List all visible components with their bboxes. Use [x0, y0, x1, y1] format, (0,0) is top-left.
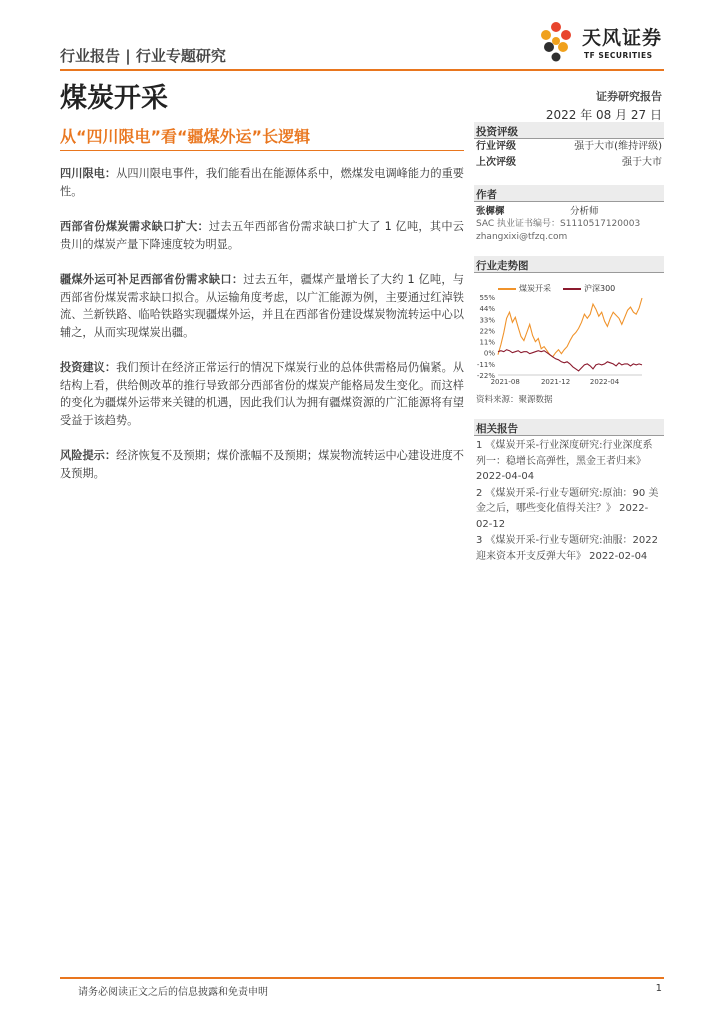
paragraph-text: 我们预计在经济正常运行的情况下煤炭行业的总体供需格局仍偏紧。从结构上看，供给侧改革的推行导致部分西部省份的煤炭产能格局发生变化。而这样的变化为疆煤外运带来关键的机遇，因此我们认为拥有疆煤资源的广汇能源将有望受益于该趋势。 [60, 361, 464, 427]
analyst-name: 张樨樨 [476, 206, 505, 217]
related-section-title: 相关报告 [474, 419, 664, 436]
y-tick-label: 55% [479, 294, 495, 302]
industry-trend-chart [474, 277, 664, 389]
y-tick-label: 22% [479, 327, 495, 336]
last-rating-row [474, 155, 664, 171]
legend-item [498, 283, 551, 294]
report-category: 行业报告 | 行业专题研究 [60, 47, 226, 65]
page-number: 1 [655, 983, 662, 994]
report-body [60, 165, 464, 500]
header-divider [60, 69, 664, 71]
paragraph-investment [60, 359, 464, 429]
subtitle-divider [60, 150, 464, 151]
footer-divider [60, 977, 664, 979]
paragraph-lead: 疆煤外运可补足西部省份需求缺口： [60, 273, 244, 286]
x-tick-label: 2022-04 [589, 378, 620, 386]
paragraph-risk [60, 447, 464, 482]
paragraph-sichuan [60, 165, 464, 200]
industry-rating-row [474, 139, 664, 155]
analyst-role: 分析师 [570, 206, 599, 217]
related-report-item[interactable]: 1 《煤炭开采-行业深度研究:行业深度系列一：稳增长高弹性，黑金王者归来》 2022-04-04 [476, 440, 653, 482]
y-tick-label: -22% [476, 372, 495, 380]
paragraph-lead: 风险提示： [60, 449, 117, 462]
series-line-coal [498, 298, 642, 357]
paragraph-text: 过去五年西部省份需求缺口扩大了 1 亿吨，其中云贵川的煤炭产量下降速度较为明显。 [60, 220, 464, 251]
last-rating-label: 上次评级 [476, 157, 516, 168]
chart-source: 资料来源：聚源数据 [476, 395, 553, 405]
series-line-hs300 [498, 350, 642, 371]
tf-securities-logo [532, 17, 672, 67]
report-subtitle: 从“四川限电”看“疆煤外运”长逻辑 [60, 127, 311, 146]
logo-chinese-name: 天风证券 [582, 27, 663, 49]
related-report-item[interactable]: 2 《煤炭开采-行业专题研究:原油：90 美金之后，哪些变化值得关注？》 2022-02-12 [476, 487, 659, 530]
y-tick-label: 11% [479, 338, 495, 347]
logo-english-name: TF SECURITIES [584, 51, 653, 60]
industry-rating-label: 行业评级 [476, 141, 516, 152]
page-title: 煤炭开采 [60, 83, 168, 114]
y-tick-label: -11% [476, 360, 495, 369]
x-tick-label: 2021-12 [540, 378, 571, 386]
trend-section-title: 行业走势图 [474, 256, 664, 273]
analyst-certificate: SAC 执业证书编号：S1110517120003 [476, 219, 641, 229]
flower-logo-icon [532, 17, 580, 65]
analyst-email[interactable]: zhangxixi@tfzq.com [476, 232, 568, 242]
y-tick-label: 0% [483, 349, 495, 358]
y-tick-label: 33% [479, 316, 495, 325]
paragraph-xinjiang-coal [60, 271, 464, 341]
paragraph-lead: 四川限电： [60, 167, 117, 180]
paragraph-text: 经济恢复不及预期；煤价涨幅不及预期；煤炭物流转运中心建设进度不及预期。 [60, 449, 464, 480]
sidebar [474, 122, 664, 565]
paragraph-demand-gap [60, 218, 464, 253]
related-reports-list [474, 436, 664, 564]
paragraph-text: 过去五年，疆煤产量增长了大约 1 亿吨，与西部省份煤炭需求缺口拟合。从运输角度考虑，以广汇能源为例，主要通过红淖铁流、兰新铁路、临哈铁路实现疆煤外运，并且在西部省份建设煤炭物流转运中心以辅之，从而实现煤炭出疆。 [60, 273, 464, 339]
last-rating-value: 强于大市 [622, 157, 662, 168]
report-type: 证券研究报告 [596, 90, 662, 103]
analyst-block [474, 202, 664, 244]
legend-label-coal: 煤炭开采 [519, 284, 551, 293]
y-tick-label: 44% [479, 305, 495, 314]
report-date: 2022 年 08 月 27 日 [545, 108, 662, 122]
paragraph-lead: 投资建议： [60, 361, 117, 374]
rating-section-title: 投资评级 [474, 122, 664, 139]
footer-disclaimer: 请务必阅读正文之后的信息披露和免责申明 [78, 987, 268, 998]
legend-label-hs300: 沪深300 [584, 284, 616, 293]
chart-legend [498, 283, 615, 294]
paragraph-lead: 西部省份煤炭需求缺口扩大： [60, 220, 209, 233]
legend-item [563, 283, 615, 294]
author-section-title: 作者 [474, 185, 664, 202]
x-tick-label: 2021-08 [490, 378, 520, 386]
industry-rating-value: 强于大市(维持评级) [574, 141, 662, 152]
related-report-item[interactable]: 3 《煤炭开采-行业专题研究:油服：2022 迎来资本开支反弹大年》 2022-02-04 [476, 535, 658, 562]
paragraph-text: 从四川限电事件，我们能看出在能源体系中，燃煤发电调峰能力的重要性。 [60, 167, 464, 198]
